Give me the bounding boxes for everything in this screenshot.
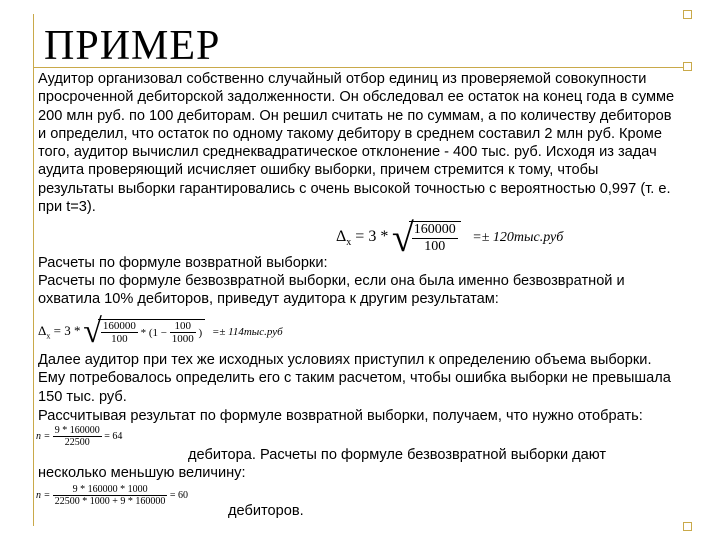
after-n1-paragraph: дебитора. Расчеты по формуле безвозвратной выборки дают несколько меньшую величину: xyxy=(38,447,607,482)
corner-square-top xyxy=(683,10,692,19)
after-n2-text: дебиторов. xyxy=(228,503,304,519)
formula-nonreturnable-size: n = $\frac{9 * 160000 * 1000}{22500 * 1000 + 9 * 160000}$ = 60 xyxy=(36,484,189,507)
sample-size-paragraph: Далее аудитор при тех же исходных условиях приступил к определению объема выборки. Ему потребовалось определить его с таким расчетом, чтобы ошибка выборки не превышала 150 тыс. руб. xyxy=(38,352,671,405)
returnable-label: Расчеты по формуле возвратной выборки: xyxy=(38,255,328,271)
corner-square-mid xyxy=(683,62,692,71)
intro-paragraph: Аудитор организовал собственно случайный отбор единиц из проверяемой совокупности просроченной дебиторской задолженности. Он обследовал ее остаток на конец года в сумме 200 млн руб. по 100 дебиторам. Он решил считать не по суммам, а по количеству дебиторов и определил, что остаток по одному такому дебитору в среднем составил 2 млн руб. Кроме того, аудитор вычислил среднеквадратическое отклонение - 400 тыс. руб. Исходя из задач аудита проверяющий исчисляет ошибку выборки, причем стремится к тому, чтобы результаты выборки гарантировались с очень высокой точностью с вероятностью 0,997 (т. е. при t=3). xyxy=(38,71,675,216)
slide-title: ПРИМЕР xyxy=(44,23,221,69)
sample-calc-paragraph: Рассчитывая результат по формуле возвратной выборки, получаем, что нужно отобрать: xyxy=(38,408,643,424)
corner-square-bottom xyxy=(683,522,692,531)
nonreturnable-paragraph: Расчеты по формуле безвозвратной выборки, если она была именно безвозвратной и охватила 10% дебиторов, приведут аудитора к другим результатам: xyxy=(38,273,625,308)
formula-nonreturnable-error: $\Delta_x = 3$ * √ $\frac{160000}{100}$ * (1 − $\frac{100}{1000}$ ) =± 114тыс.руб xyxy=(38,313,283,350)
left-accent-line xyxy=(33,14,34,526)
formula-returnable-error: $\Delta_x = 3$ * √ $\frac{160000}{100}$ =± 120тыс.руб xyxy=(336,215,564,260)
formula-returnable-size: n = $\frac{9 * 160000}{22500}$ = 64 xyxy=(36,425,123,448)
